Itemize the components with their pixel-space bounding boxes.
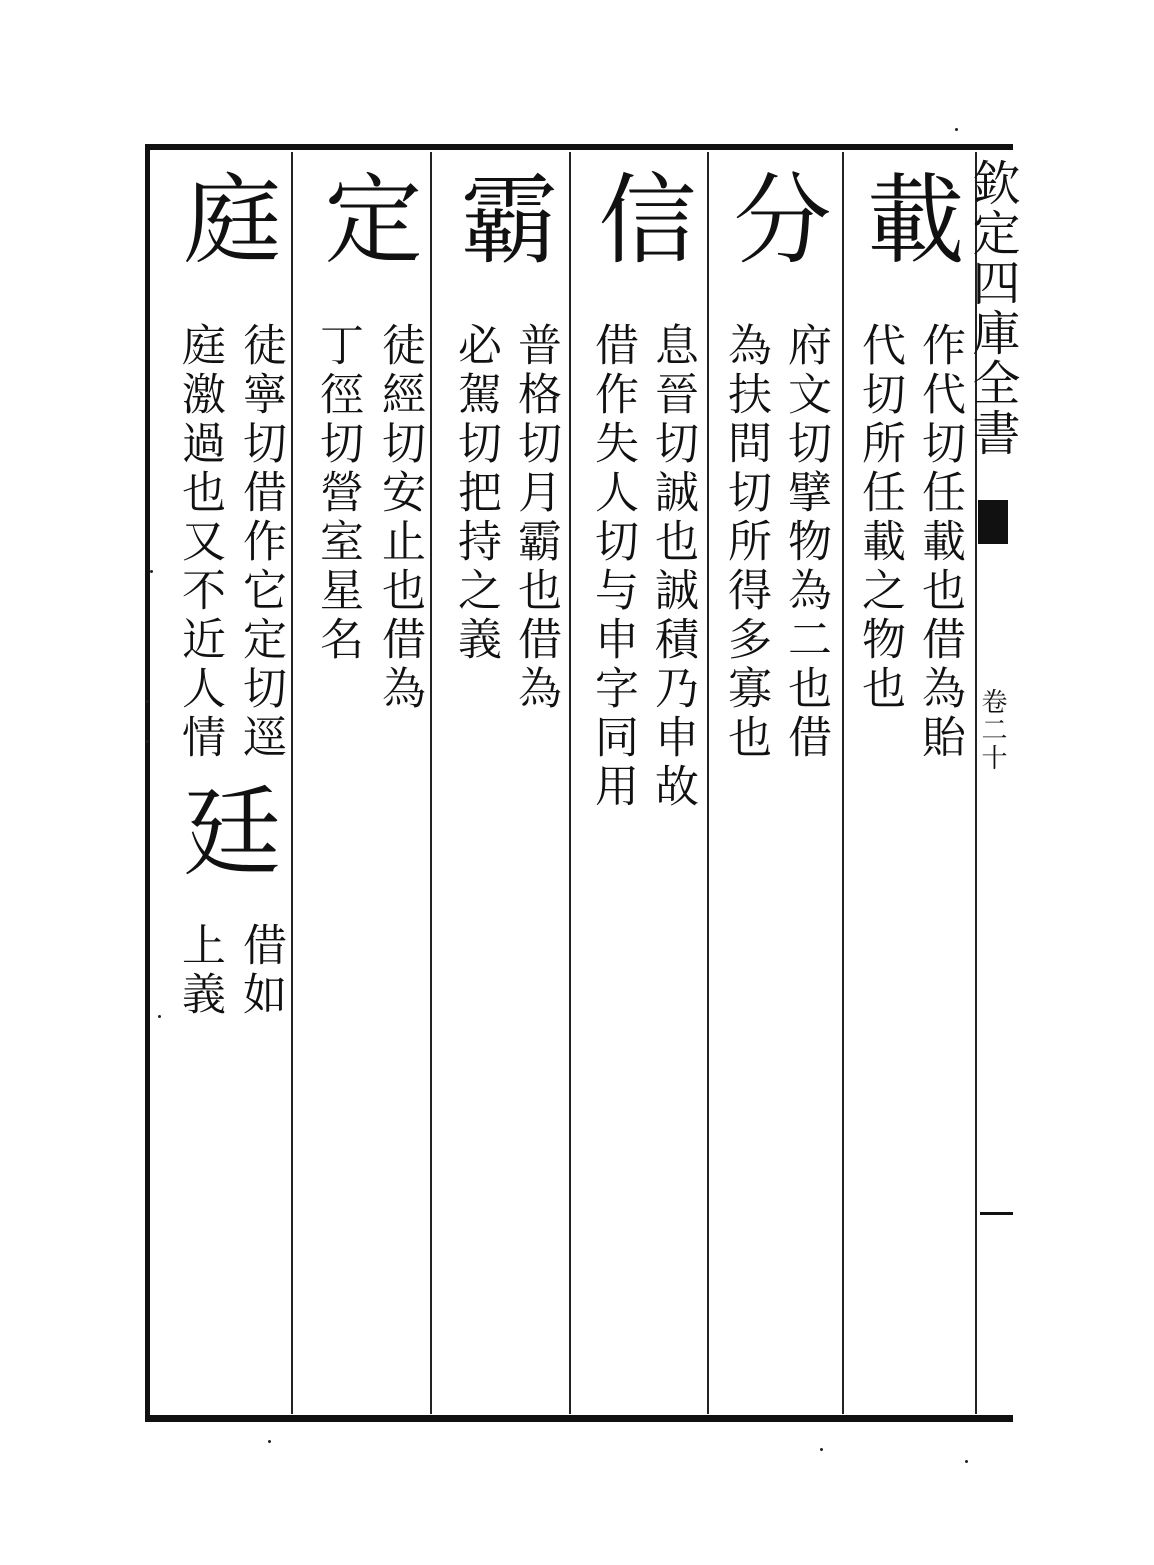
gloss-line: 作代切任載也借為貽 <box>914 322 965 763</box>
top-border <box>145 144 1013 150</box>
gloss-line: 借如 <box>235 922 286 1020</box>
scan-speck <box>146 700 149 703</box>
seal-character: 分 <box>717 168 831 266</box>
scan-speck <box>965 1460 968 1463</box>
gloss-line: 代切所任載之物也 <box>854 322 905 714</box>
gloss-line: 息晉切誠也誠積乃申故 <box>647 322 698 812</box>
seal-character: 廷 <box>167 780 281 878</box>
column-divider <box>569 152 571 1414</box>
gloss-line: 丁徑切營室星名 <box>312 322 363 665</box>
fish-tail-mark <box>978 500 1008 544</box>
gloss-line: 必駕切把持之義 <box>450 322 501 665</box>
gloss-line: 上義 <box>174 922 225 1020</box>
scan-speck <box>820 1448 823 1451</box>
column-divider <box>842 152 844 1414</box>
scan-speck <box>158 1015 161 1018</box>
seal-character: 定 <box>308 168 422 266</box>
gloss-line: 普格切月霸也借為 <box>510 322 561 714</box>
scan-speck <box>146 740 149 743</box>
book-title: 欽定四庫全書 <box>964 158 1020 458</box>
gloss-line: 庭激過也又不近人情 <box>174 322 225 763</box>
seal-character: 載 <box>850 168 964 266</box>
seal-character: 庭 <box>167 168 281 266</box>
gloss-line: 府文切擘物為二也借 <box>780 322 831 763</box>
seal-character: 信 <box>582 168 696 266</box>
gloss-line: 借作失人切与申字同用 <box>587 322 638 812</box>
column-divider <box>430 152 432 1414</box>
scan-speck <box>150 570 153 573</box>
gloss-line: 為扶問切所得多寡也 <box>720 322 771 763</box>
gloss-line: 徒經切安止也借為 <box>374 322 425 714</box>
column-divider <box>707 152 709 1414</box>
gloss-line: 徒寧切借作它定切逕 <box>235 322 286 763</box>
scan-speck <box>268 1440 271 1443</box>
bottom-border <box>145 1415 1013 1422</box>
left-border <box>145 144 150 1422</box>
seal-character: 霸 <box>444 168 558 266</box>
scan-speck <box>955 128 958 131</box>
volume-number: 卷二十 <box>977 688 1007 772</box>
margin-tick <box>980 1212 1013 1215</box>
column-divider <box>291 152 293 1414</box>
